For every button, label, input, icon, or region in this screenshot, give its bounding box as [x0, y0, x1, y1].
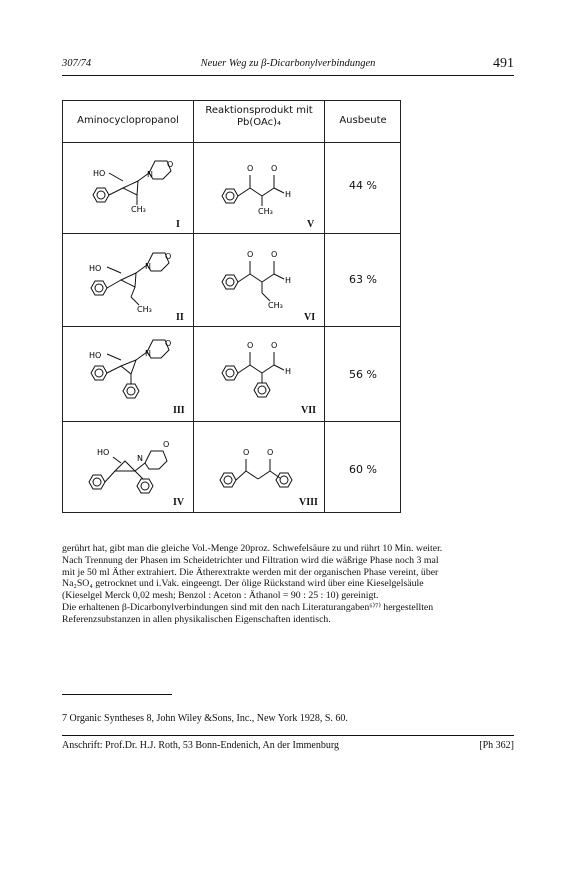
oxygen-label: O: [165, 339, 172, 348]
column-header-yield: Ausbeute: [339, 115, 387, 126]
text-line: Na₂SO₄ getrocknet und i.Vak. eingeengt. Der ölige Rückstand wird über eine Kieselgelsäule: [62, 578, 424, 590]
aldehyde-o-label: O: [271, 341, 278, 350]
aldehyde-h-label: H: [285, 367, 292, 376]
aldehyde-h-label: H: [285, 190, 292, 199]
nitrogen-label: N: [145, 349, 151, 358]
column-header-reaction-product: Reaktionsprodukt mit Pb(OAc)₄: [205, 105, 313, 128]
methyl-label: CH₃: [268, 301, 283, 310]
body-paragraph: [62, 543, 516, 626]
structure-V: [194, 143, 324, 233]
row-divider: [63, 233, 400, 234]
text-line: mit je 50 ml Äther extrahiert. Die Ätherextrakte werden mit der organischen Phase vereint, über: [62, 566, 439, 578]
carbonyl-o-label: O: [267, 448, 274, 457]
running-title: Neuer Weg zu β-Dicarbonylverbindungen: [200, 58, 376, 69]
author-address: Anschrift: Prof.Dr. H.J. Roth, 53 Bonn-Endenich, An der Immenburg: [62, 740, 340, 751]
carbonyl-o-label: O: [247, 341, 254, 350]
text-line: Die erhaltenen β-Dicarbonylverbindungen sind mit den nach Literaturangaben⁶⁾⁷⁾ hergestellten: [62, 601, 434, 613]
structure-II: [63, 235, 193, 325]
compound-label: V: [307, 219, 315, 230]
nitrogen-label: N: [137, 454, 143, 463]
page-number: 491: [493, 56, 514, 71]
yield-value: 63 %: [349, 273, 377, 286]
header-rule: [62, 75, 514, 76]
compound-label: II: [176, 312, 184, 323]
yield-value: 56 %: [349, 368, 377, 381]
footnote-rule: [62, 694, 172, 695]
nitrogen-label: N: [147, 170, 153, 179]
text-line: gerührt hat, gibt man die gleiche Vol.-Menge 20proz. Schwefelsäure zu und rührt 10 Min. weiter.: [62, 543, 443, 554]
yield-value: 44 %: [349, 179, 377, 192]
reference-code: [Ph 362]: [479, 740, 514, 751]
aldehyde-o-label: O: [271, 164, 278, 173]
aldehyde-o-label: O: [271, 250, 278, 259]
nitrogen-label: N: [145, 262, 151, 271]
compound-label: I: [176, 219, 180, 230]
carbonyl-o-label: O: [247, 164, 254, 173]
aldehyde-h-label: H: [285, 276, 292, 285]
hydroxyl-label: HO: [89, 351, 102, 360]
compound-label: III: [173, 405, 185, 416]
methyl-label: CH₃: [131, 205, 146, 214]
compound-label: VIII: [299, 497, 318, 508]
running-header: [62, 58, 514, 76]
hydroxyl-label: HO: [89, 264, 102, 273]
structure-I: [63, 143, 193, 233]
compound-label: VII: [301, 405, 317, 416]
journal-reference: 307/74: [62, 58, 92, 69]
carbonyl-o-label: O: [247, 250, 254, 259]
row-divider: [63, 421, 400, 422]
methyl-label: CH₃: [258, 207, 273, 216]
text-line: (Kieselgel Merck 0,02 mesh; Benzol : Aceton : Äthanol = 90 : 25 : 10) gereinigt.: [62, 590, 379, 602]
text-line: Referenzsubstanzen in allen physikalischen Eigenschaften identisch.: [62, 613, 331, 625]
compound-label: IV: [173, 497, 185, 508]
yield-value: 60 %: [349, 463, 377, 476]
text-line: Nach Trennung der Phasen im Scheidetrichter und Filtration wird die wäßrige Phase noch 3 mal: [62, 554, 439, 566]
oxygen-label: O: [163, 440, 170, 449]
address-rule: [62, 735, 514, 736]
results-table: [62, 100, 401, 513]
column-divider: [324, 101, 325, 512]
carbonyl-o-label: O: [243, 448, 250, 457]
compound-label: VI: [304, 312, 316, 323]
footnote: 7 Organic Syntheses 8, John Wiley &Sons, Inc., New York 1928, S. 60.: [62, 713, 348, 724]
hydroxyl-label: HO: [93, 169, 106, 178]
oxygen-label: O: [165, 252, 172, 261]
row-divider: [63, 326, 400, 327]
methyl-label: CH₃: [137, 305, 152, 314]
column-header-aminocyclopropanol: Aminocyclopropanol: [77, 115, 179, 126]
oxygen-label: O: [167, 160, 174, 169]
hydroxyl-label: HO: [97, 448, 110, 457]
